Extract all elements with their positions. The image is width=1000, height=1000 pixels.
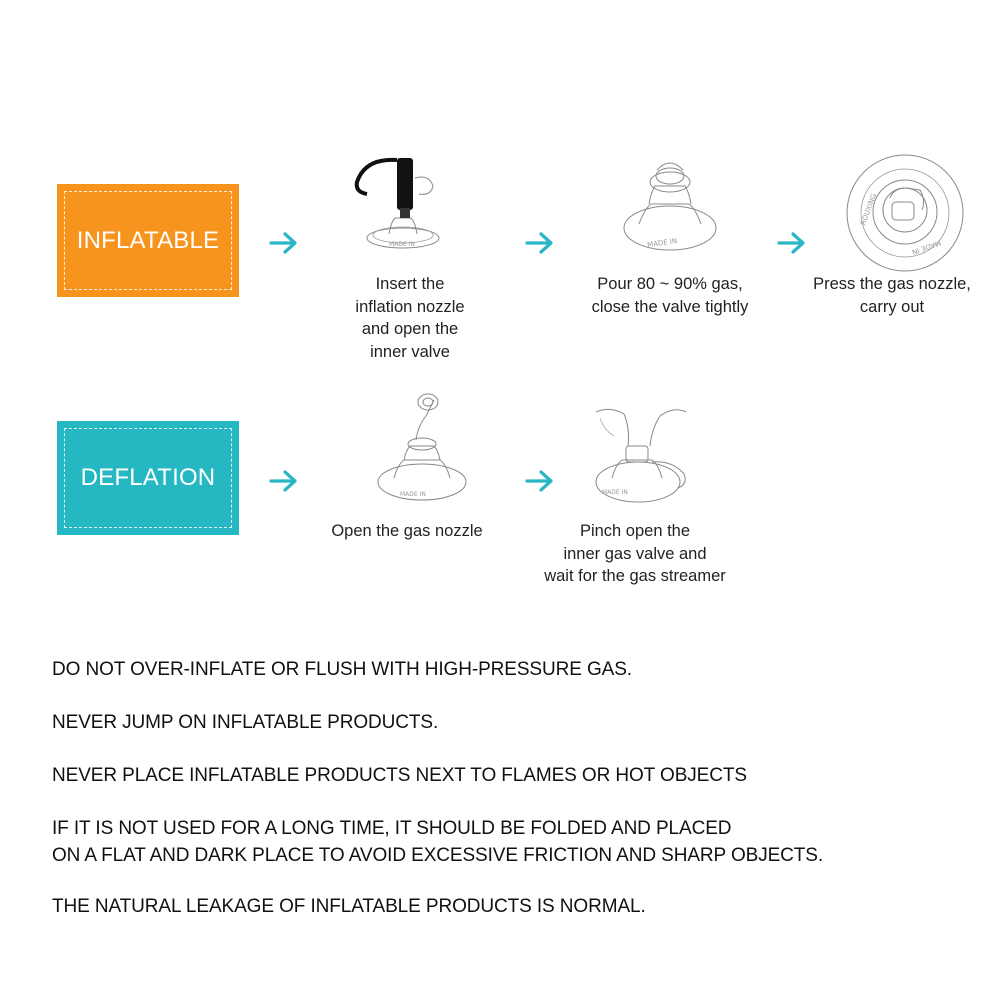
caption-text: Pinch open the inner gas valve and wait for the gas streamer [544, 522, 726, 585]
inflation-nozzle-illustration [345, 150, 455, 260]
svg-text:ROUXING: ROUXING [859, 192, 879, 227]
deflation-badge [57, 421, 239, 535]
open-nozzle-illustration [372, 390, 472, 508]
note-1: DO NOT OVER-INFLATE OR FLUSH WITH HIGH-PRESSURE GAS. [52, 659, 632, 680]
note-3: NEVER PLACE INFLATABLE PRODUCTS NEXT TO FLAMES OR HOT OBJECTS [52, 765, 747, 786]
valve-pressed-illustration [844, 152, 966, 274]
inflatable-badge [57, 184, 239, 297]
arrow-right-icon [268, 469, 300, 493]
arrow-right-icon [524, 469, 556, 493]
arrow-right-icon [776, 231, 808, 255]
caption-text: Insert the inflation nozzle and open the inner valve [355, 275, 465, 361]
svg-text:MADE IN: MADE IN [400, 491, 426, 498]
svg-text:MADE IN: MADE IN [910, 238, 942, 257]
inflatable-step-1-caption [330, 273, 490, 363]
caption-text: Press the gas nozzle, carry out [813, 275, 971, 316]
valve-closed-illustration [615, 152, 725, 262]
deflation-step-1-caption [312, 520, 502, 543]
inflatable-badge-label: INFLATABLE [76, 226, 220, 254]
deflation-step-2-caption [522, 520, 748, 588]
svg-text:MADE IN: MADE IN [602, 489, 628, 496]
inflatable-step-2-caption [565, 273, 775, 318]
svg-text:MADE IN: MADE IN [389, 241, 415, 248]
note-5: THE NATURAL LEAKAGE OF INFLATABLE PRODUCTS IS NORMAL. [52, 896, 646, 917]
safety-notes [52, 656, 972, 946]
deflation-badge-label: DEFLATION [80, 464, 216, 491]
svg-text:MADE IN: MADE IN [646, 237, 678, 250]
arrow-right-icon [524, 231, 556, 255]
caption-text: Pour 80 ~ 90% gas, close the valve tightly [591, 275, 749, 316]
note-4: IF IT IS NOT USED FOR A LONG TIME, IT SHOULD BE FOLDED AND PLACED ON A FLAT AND DARK PLACE TO AVOID EXCESSIVE FRICTION AND SHARP OBJECTS. [52, 818, 824, 866]
caption-text: Open the gas nozzle [331, 522, 483, 540]
inflatable-step-3-caption [795, 273, 989, 318]
pinch-valve-illustration [590, 402, 700, 512]
arrow-right-icon [268, 231, 300, 255]
note-2: NEVER JUMP ON INFLATABLE PRODUCTS. [52, 712, 439, 733]
